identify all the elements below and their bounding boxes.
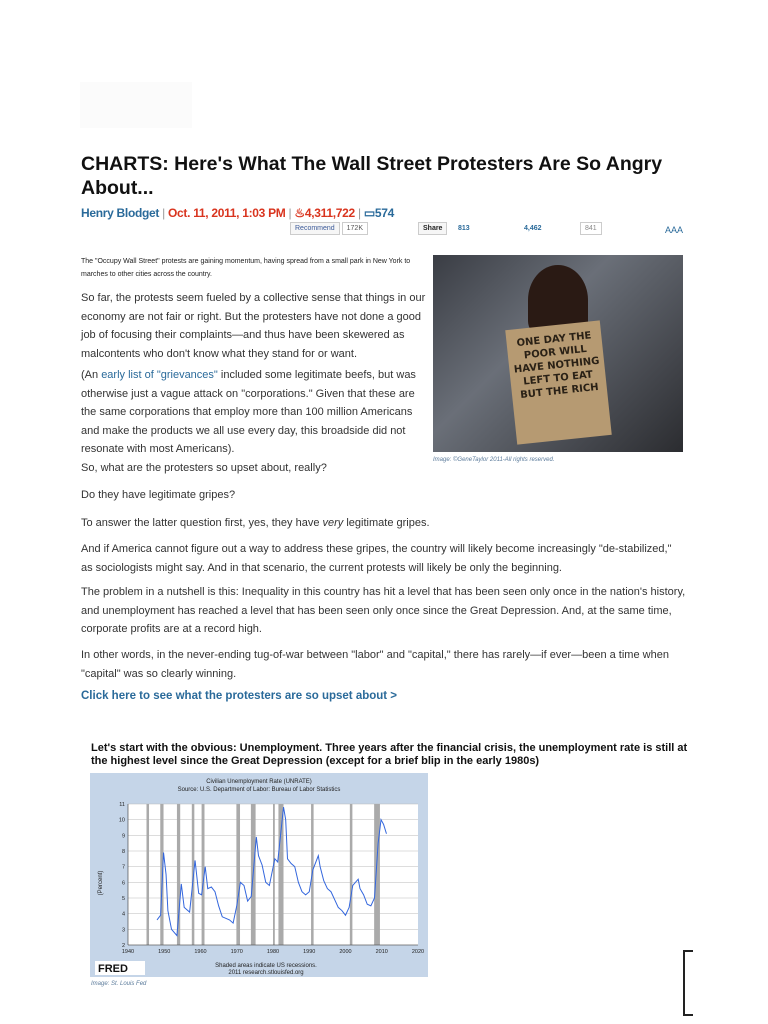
photo-caption: Image: ©GeneTaylor 2011-All rights reserved. xyxy=(433,457,555,463)
byline: Henry Blodget | Oct. 11, 2011, 1:03 PM | ♨4,311,722 | ▭574 xyxy=(81,206,394,220)
recession-band xyxy=(160,804,163,945)
x-tick-label: 2010 xyxy=(375,949,388,955)
fire-icon: ♨ xyxy=(294,206,305,220)
grievances-link[interactable]: early list of "grievances" xyxy=(101,369,218,381)
share-button[interactable]: Share xyxy=(418,222,447,235)
paragraph-text: included some legitimate beefs, but was otherwise just a vague attack on "corporations." Given that these are the same corporations that employ more than 100 million Americans and make the products we all use every day, this broadside did not resonate with most Americans). xyxy=(81,369,416,455)
unemployment-chart xyxy=(90,773,428,977)
recession-band xyxy=(278,804,283,945)
y-tick-label: 4 xyxy=(121,911,125,918)
x-tick-label: 1970 xyxy=(230,949,243,955)
recession-band xyxy=(374,804,380,945)
y-tick-label: 10 xyxy=(118,817,125,824)
x-tick-label: 1950 xyxy=(158,949,171,955)
y-axis-label: (Percent) xyxy=(98,870,104,896)
y-tick-label: 11 xyxy=(119,802,125,808)
y-tick-label: 2 xyxy=(121,943,125,949)
recession-note: Shaded areas indicate US recessions. xyxy=(215,963,317,969)
publish-date: Oct. 11, 2011, 1:03 PM xyxy=(168,206,286,220)
paragraph-text: legitimate gripes. xyxy=(343,517,430,529)
emphasis: very xyxy=(322,517,344,529)
view-count: 4,311,722 xyxy=(304,206,355,220)
chart-svg xyxy=(90,773,428,977)
paragraph-4: Do they have legitimate gripes? xyxy=(81,489,236,501)
recommend-count: 172K xyxy=(342,222,368,235)
recession-band xyxy=(236,804,240,945)
paragraph-7: The problem in a nutshell is this: Inequality in this country has hit a level that has been seen only once in the nation's history, and unemployment has reached a level that has been seen only once since the Great Depression. And, at the same time, corporate profits are at a record high. xyxy=(81,586,686,635)
chart-subtitle: Source: U.S. Department of Labor: Bureau of Labor Statistics xyxy=(177,787,341,793)
fred-logo: FRED xyxy=(98,963,128,975)
x-tick-label: 1990 xyxy=(303,949,316,955)
x-tick-label: 2020 xyxy=(411,949,425,955)
paragraph-8: In other words, in the never-ending tug-of-war between "labor" and "capital," there has rarely—if ever—been a time when "capital" was so clearly winning. xyxy=(81,649,669,680)
chart-title: Civilian Unemployment Rate (UNRATE) xyxy=(206,779,312,785)
recession-band xyxy=(273,804,275,945)
recession-band xyxy=(350,804,353,945)
text-size-button[interactable]: AAA xyxy=(665,225,684,235)
y-tick-label: 5 xyxy=(121,896,125,902)
x-tick-label: 1980 xyxy=(266,949,280,955)
y-tick-label: 8 xyxy=(121,849,125,855)
y-tick-label: 6 xyxy=(121,880,125,887)
scroll-bracket xyxy=(683,950,693,1016)
x-tick-label: 1960 xyxy=(194,949,207,955)
intro-text: The "Occupy Wall Street" protests are gaining momentum, having spread from a small park in New York to marches to other cities across the country. xyxy=(81,258,411,278)
paragraph-text: To answer the latter question first, yes, they have xyxy=(81,517,323,529)
chart-heading: Let's start with the obvious: Unemployment. Three years after the financial crisis, the unemployment rate is still at the highest level since the Great Depression (except for a brief blip in the early 1980s) xyxy=(91,742,688,767)
paragraph-text: (An xyxy=(81,369,102,381)
x-tick-label: 1940 xyxy=(121,949,135,955)
paragraph-3: So, what are the protesters so upset about, really? xyxy=(81,462,327,474)
protester-photo xyxy=(433,255,683,452)
slideshow-link[interactable]: Click here to see what the protesters are so upset about > xyxy=(81,690,398,702)
paragraph-1: So far, the protests seem fueled by a collective sense that things in our economy are not fair or right. But the protesters have not done a good job of focusing their complaints—and thus have been skewered as malcontents who don't know what they stand for or want. xyxy=(81,292,426,360)
article-title: CHARTS: Here's What The Wall Street Protesters Are So Angry About... xyxy=(81,153,663,199)
comment-count[interactable]: 574 xyxy=(374,206,394,220)
plus-count: 841 xyxy=(580,222,602,235)
chart-credit: 2011 research.stlouisfed.org xyxy=(228,970,304,976)
paragraph-2 xyxy=(81,366,426,459)
author-link[interactable]: Henry Blodget xyxy=(81,206,160,220)
paragraph-6: And if America cannot figure out a way to address these gripes, the country will likely become increasingly "de-stabilized," as sociologists might say. And in that scenario, the current protests will likely be only the beginning. xyxy=(81,543,672,574)
chart-caption: Image: St. Louis Fed xyxy=(91,981,147,987)
recession-band xyxy=(146,804,149,945)
share-count: 813 xyxy=(458,225,470,232)
paragraph-5 xyxy=(81,514,430,533)
y-tick-label: 7 xyxy=(121,864,125,871)
protest-sign: ONE DAY THE POOR WILL HAVE NOTHING LEFT TO EAT BUT THE RICH xyxy=(505,320,612,444)
y-tick-label: 3 xyxy=(121,927,125,934)
y-tick-label: 9 xyxy=(121,833,125,840)
recommend-button[interactable]: Recommend xyxy=(290,222,340,235)
comment-icon: ▭ xyxy=(363,206,375,220)
header-placeholder xyxy=(80,82,192,128)
tweet-count: 4,462 xyxy=(524,225,542,232)
x-tick-label: 2000 xyxy=(339,949,352,955)
recommend-group xyxy=(290,225,368,232)
